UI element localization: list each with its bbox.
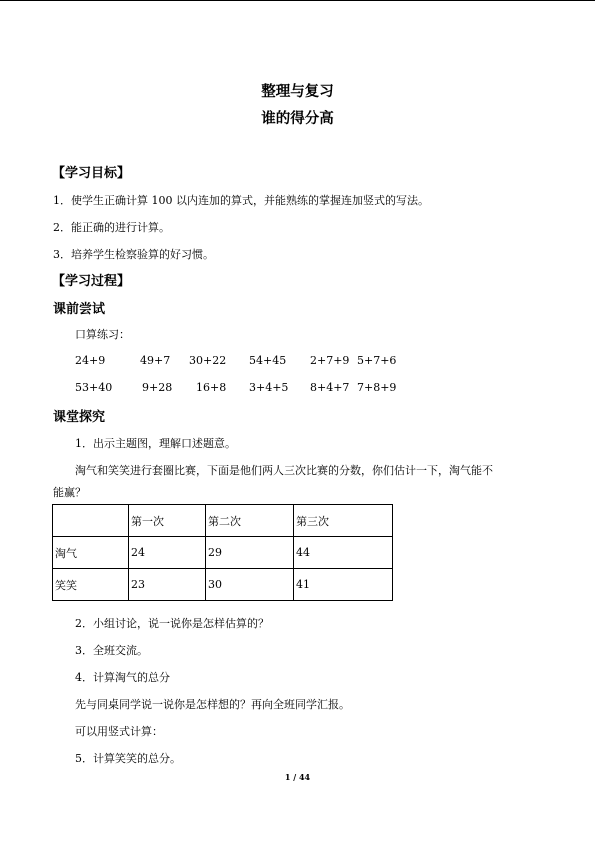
oral-item: 49+7 xyxy=(140,354,171,367)
table-header-cell: 第一次 xyxy=(129,505,206,537)
table-row xyxy=(53,569,393,601)
table-header-row xyxy=(53,505,393,537)
table-header-cell: 第三次 xyxy=(294,505,393,537)
oral-item: 2+7+9 xyxy=(310,354,350,367)
table-cell: 30 xyxy=(206,569,294,601)
step-2: 2．小组讨论，说一说你是怎样估算的？ xyxy=(75,617,269,630)
step-1: 1．出示主题图，理解口述题意。 xyxy=(75,437,236,450)
pretry-heading: 课前尝试 xyxy=(53,302,106,317)
table-cell: 44 xyxy=(294,537,393,569)
oral-item: 8+4+7 xyxy=(310,381,350,394)
oral-item: 30+22 xyxy=(189,354,227,367)
oral-practice-label: 口算练习： xyxy=(75,328,130,341)
oral-item: 5+7+6 xyxy=(357,354,397,367)
goal-item-3: 3．培养学生检察验算的好习惯。 xyxy=(53,248,214,261)
oral-item: 53+40 xyxy=(75,381,113,394)
table-row xyxy=(53,537,393,569)
step-4-text: 先与同桌同学说一说你是怎样想的？再向全班同学汇报。 xyxy=(75,698,350,711)
page-title: 整理与复习 xyxy=(261,84,334,100)
table-cell: 41 xyxy=(294,569,393,601)
table-cell: 23 xyxy=(129,569,206,601)
oral-item: 24+9 xyxy=(75,354,106,367)
goal-item-2: 2．能正确的进行计算。 xyxy=(53,221,170,234)
page-subtitle: 谁的得分高 xyxy=(261,111,334,127)
oral-item: 9+28 xyxy=(142,381,173,394)
table-cell: 24 xyxy=(129,537,206,569)
page-number: 1 / 44 xyxy=(284,772,311,782)
table-cell: 淘气 xyxy=(53,537,129,569)
goals-heading: 【学习目标】 xyxy=(52,166,131,181)
table-header-cell: 第二次 xyxy=(206,505,294,537)
problem-text-line-1: 淘气和笑笑进行套圈比赛，下面是他们两人三次比赛的分数，你们估计一下，淘气能不 xyxy=(75,464,493,477)
oral-item: 7+8+9 xyxy=(357,381,397,394)
step-5: 5．计算笑笑的总分。 xyxy=(75,752,181,765)
oral-item: 3+4+5 xyxy=(249,381,289,394)
table-cell: 29 xyxy=(206,537,294,569)
step-4-vertical: 可以用竖式计算： xyxy=(75,725,163,738)
step-3: 3．全班交流。 xyxy=(75,644,148,657)
score-table xyxy=(52,504,393,601)
oral-item: 16+8 xyxy=(196,381,227,394)
problem-text-line-2: 能赢？ xyxy=(53,486,86,499)
explore-heading: 课堂探究 xyxy=(53,410,106,425)
table-cell: 笑笑 xyxy=(53,569,129,601)
step-4: 4．计算淘气的总分 xyxy=(75,671,170,684)
table-header-cell xyxy=(53,505,129,537)
goal-item-1: 1．使学生正确计算 100 以内连加的算式，并能熟练的掌握连加竖式的写法。 xyxy=(53,194,429,207)
top-rule xyxy=(0,0,595,1)
process-heading: 【学习过程】 xyxy=(52,274,131,289)
oral-item: 54+45 xyxy=(249,354,287,367)
